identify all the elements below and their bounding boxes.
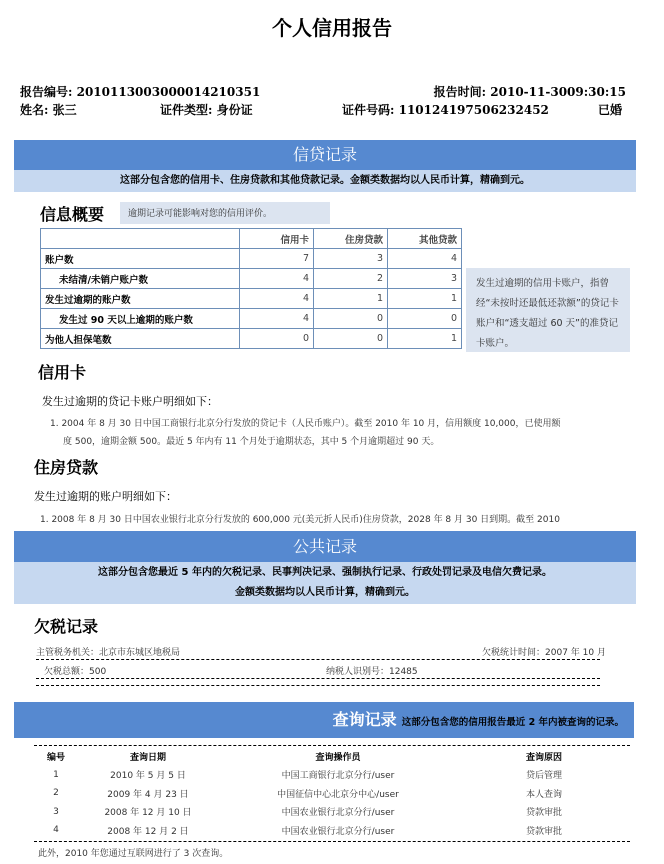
table-row: 未结清/未销户账户数 4 2 3 [41, 269, 462, 289]
divider [36, 659, 600, 660]
side-note: 发生过逾期的信用卡账户，指曾经“未按时还最低还款额”的贷记卡账户和“透支超过 60 天”的准贷记卡账户。 [466, 268, 630, 352]
summary-note: 逾期记录可能影响对您的信用评价。 [120, 202, 330, 224]
tax-authority: 主管税务机关：北京市东城区地税局 [36, 648, 181, 658]
summary-title: 信息概要 [40, 205, 105, 224]
credit-card-item: 1. 2004 年 8 月 30 日中国工商银行北京分行发放的贷记卡（人民币账户）。截至 2010 年 10 月，信用额度 10,000，已使用额 [50, 419, 561, 429]
query-footnote: 此外，2010 年您通过互联网进行了 3 次查询。 [38, 849, 229, 859]
housing-loan-title: 住房贷款 [34, 458, 99, 477]
housing-loan-item: 1. 2008 年 8 月 30 日中国农业银行北京分行发放的 600,000 元(美元折人民币)住房贷款，2028 年 8 月 30 日到期。截至 2010 [40, 515, 560, 525]
table-header-row: 信用卡 住房贷款 其他贷款 [41, 229, 462, 249]
name: 姓名: 张三 [20, 103, 77, 117]
table-row: 为他人担保笔数 0 0 1 [41, 329, 462, 349]
tax-stat-time: 欠税统计时间：2007 年 10 月 [482, 648, 606, 658]
credit-card-item-cont: 度 500，逾期金额 500。最近 5 年内有 11 个月处于逾期状态，其中 5 个月逾期超过 90 天。 [63, 437, 440, 447]
query-title: 查询记录 [332, 710, 397, 729]
divider [36, 685, 600, 686]
table-row: 4 2008 年 12 月 2 日 中国农业银行北京分行/user 贷款审批 [53, 825, 562, 837]
summary-table [40, 228, 462, 349]
credit-section-header: 信贷记录 [14, 140, 636, 170]
divider [36, 678, 600, 679]
public-section-header: 公共记录 [14, 531, 636, 562]
table-row: 发生过逾期的账户数 4 1 1 [41, 289, 462, 309]
page-title: 个人信用报告 [272, 16, 392, 40]
table-row: 发生过 90 天以上逾期的账户数 4 0 0 [41, 309, 462, 329]
public-section-desc: 这部分包含您最近 5 年内的欠税记录、民事判决记录、强制执行记录、行政处罚记录及电信欠费记录。 金额类数据均以人民币计算，精确到元。 [14, 562, 636, 604]
divider [34, 745, 630, 746]
credit-card-title: 信用卡 [38, 363, 87, 382]
query-desc: 这部分包含您的信用报告最近 2 年内被查询的记录。 [401, 717, 624, 728]
query-section-header [14, 702, 634, 738]
table-row: 1 2010 年 5 月 5 日 中国工商银行北京分行/user 贷后管理 [53, 769, 562, 782]
table-row: 2 2009 年 4 月 23 日 中国征信中心北京分中心/user 本人查询 [53, 788, 562, 800]
table-row: 账户数 7 3 4 [41, 249, 462, 269]
report-time: 报告时间: 2010-11-3009:30:15 [433, 85, 626, 99]
housing-loan-intro: 发生过逾期的账户明细如下： [34, 490, 177, 503]
table-row: 3 2008 年 12 月 10 日 中国农业银行北京分行/user 贷款审批 [53, 806, 562, 819]
tax-amount: 欠税总额：500 [44, 667, 107, 677]
query-table [34, 747, 630, 840]
id-number: 证件号码: 110124197506232452 [342, 103, 549, 117]
table-header-row: 编号 查询日期 查询操作员 查询原因 [46, 752, 562, 763]
taxpayer-id: 纳税人识别号：12485 [326, 667, 418, 677]
report-number: 报告编号: 2010113003000014210351 [20, 85, 261, 99]
id-type: 证件类型: 身份证 [160, 103, 253, 117]
divider [34, 841, 630, 842]
credit-card-intro: 发生过逾期的贷记卡账户明细如下： [42, 395, 218, 408]
tax-title: 欠税记录 [34, 617, 99, 636]
marital-status: 已婚 [597, 103, 622, 117]
credit-section-desc: 这部分包含您的信用卡、住房贷款和其他贷款记录。金额类数据均以人民币计算，精确到元。 [14, 170, 636, 192]
